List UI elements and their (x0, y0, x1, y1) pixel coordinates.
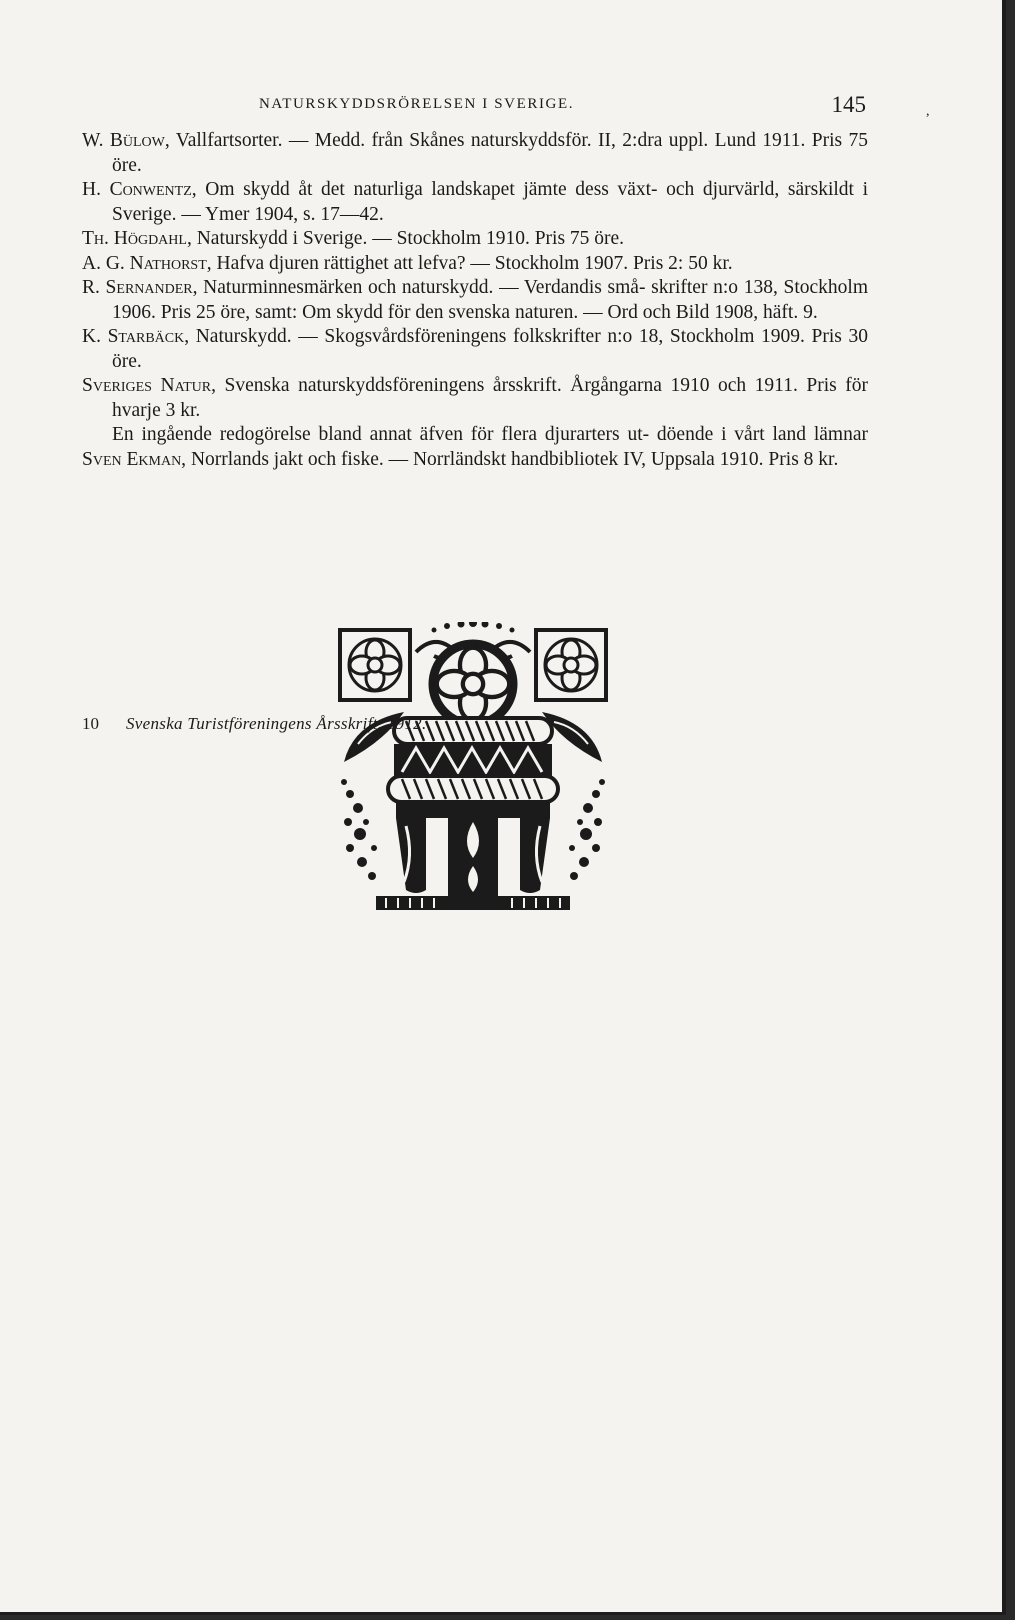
reference-list (82, 129, 868, 472)
reference-author: W. Bülow, (82, 130, 170, 151)
publication-title: Svenska Turistföreningens Årsskrift, 1912. (126, 714, 427, 733)
reference-author: K. Starbäck, (82, 326, 190, 347)
closing-paragraph (82, 423, 868, 472)
reference-text: Om skydd åt det naturliga landskapet jämte dess växt- och djurvärld, särskildt i Sverige. — Ymer 1904, s. 17—42. (112, 179, 868, 225)
reference-entry (82, 129, 868, 178)
reference-text: Svenska naturskyddsföreningens årsskrift. Årgångarna 1910 och 1911. Pris för hvarje 3 kr. (112, 375, 868, 421)
reference-entry (82, 252, 868, 277)
floral-vignette-ornament (336, 622, 610, 914)
reference-entry (82, 227, 868, 252)
stray-mark: , (926, 104, 930, 119)
reference-entry (82, 325, 868, 374)
reference-entry (82, 374, 868, 423)
page-number: 145 (831, 92, 866, 117)
reference-text: Naturminnesmärken och naturskydd. — Verdandis små- skrifter n:o 138, Stockholm 1906. Pris 25 öre, samt: Om skydd för den svenska naturen. — Ord och Bild 1908, häft. 9. (112, 277, 868, 323)
paragraph-author: Sven Ekman, (82, 448, 187, 470)
reference-author: Sveriges Natur, (82, 375, 217, 396)
page-header (84, 92, 866, 122)
reference-entry (82, 276, 868, 325)
reference-author: H. Conwentz, (82, 179, 197, 200)
reference-text: Hafva djuren rättighet att lefva? — Stockholm 1907. Pris 2: 50 kr. (211, 252, 733, 274)
reference-author: A. G. Nathorst, (82, 252, 212, 274)
paragraph-text-start: En ingående redogörelse bland annat äfven för flera djurarters ut- döende i vårt land lämnar (112, 424, 868, 445)
reference-entry (82, 178, 868, 227)
reference-author: R. Sernander, (82, 277, 198, 298)
reference-text: Naturskydd i Sverige. — Stockholm 1910. Pris 75 öre. (191, 228, 625, 249)
reference-text: Vallfartsorter. — Medd. från Skånes naturskyddsför. II, 2:dra uppl. Lund 1911. Pris 75 öre. (112, 130, 869, 176)
page-footer (82, 714, 427, 734)
running-title: NATURSKYDDSRÖRELSEN I SVERIGE. (259, 96, 575, 112)
reference-text: Naturskydd. — Skogsvårdsföreningens folkskrifter n:o 18, Stockholm 1909. Pris 30 öre. (112, 326, 869, 372)
signature-number: 10 (82, 714, 99, 733)
paragraph-text-end: Norrlands jakt och fiske. — Norrländskt handbibliotek IV, Uppsala 1910. Pris 8 kr. (186, 448, 839, 470)
reference-author: Th. Högdahl, (82, 228, 192, 249)
